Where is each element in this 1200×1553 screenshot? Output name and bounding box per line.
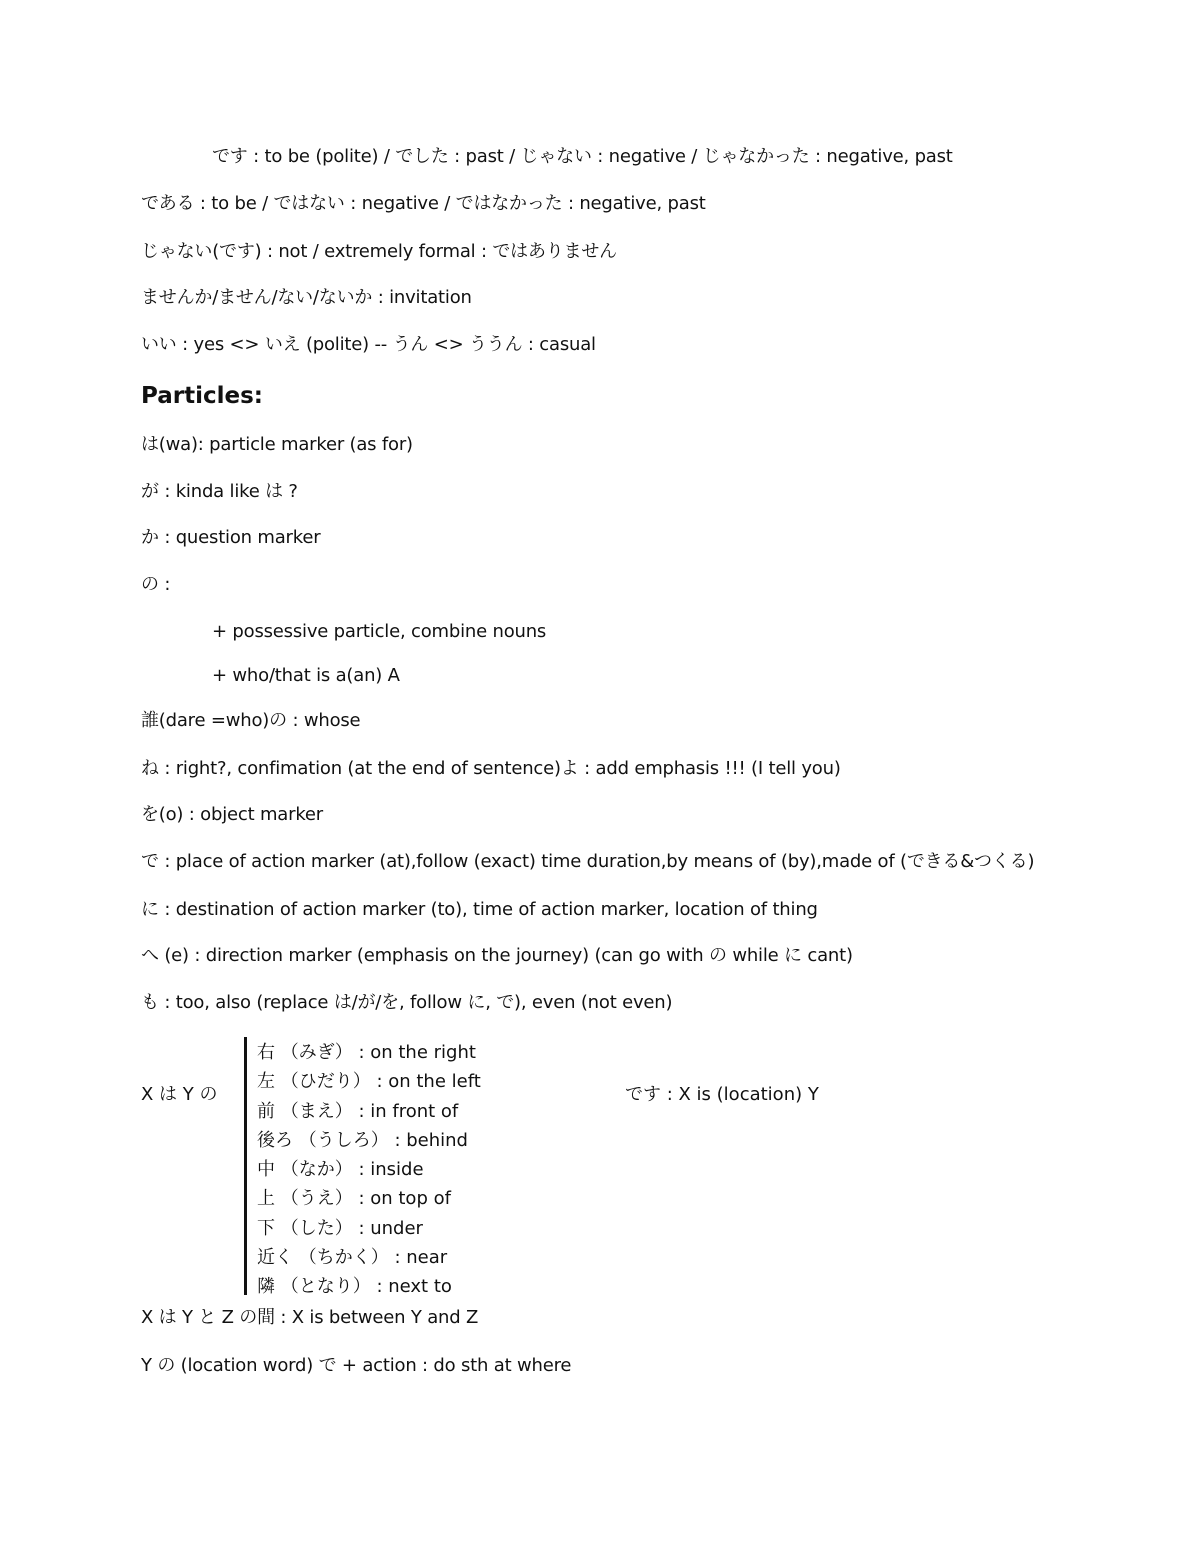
location-word: 隣 （となり） : next to bbox=[257, 1276, 452, 1298]
line-invitation: ませんか/ません/ない/ないか : invitation bbox=[141, 287, 472, 308]
particle-no-sub-1: + possessive particle, combine nouns bbox=[212, 621, 547, 642]
particles-heading: Particles: bbox=[141, 383, 263, 409]
line-desu: です : to be (polite) / でした : past / じゃない : negative / じゃなかった : negative, past bbox=[212, 146, 953, 167]
line-janai: じゃない(です) : not / extremely formal : ではありません bbox=[141, 241, 617, 262]
location-word: 左 （ひだり） : on the left bbox=[257, 1071, 481, 1093]
particle-ne-yo: ね : right?, confimation (at the end of sentence)よ : add emphasis !!! (I tell you) bbox=[141, 758, 841, 779]
particle-wo: を(o) : object marker bbox=[141, 804, 323, 825]
particle-wa: は(wa): particle marker (as for) bbox=[141, 434, 413, 455]
location-word: 近く （ちかく） : near bbox=[257, 1247, 448, 1269]
line-yes-no: いい : yes <> いえ (polite) -- うん <> ううん : casual bbox=[141, 334, 596, 355]
location-word: 中 （なか） : inside bbox=[257, 1159, 424, 1181]
particle-mo: も : too, also (replace は/が/を, follow に, で), even (not even) bbox=[141, 992, 673, 1013]
particle-whose: 誰(dare =who)の : whose bbox=[141, 710, 361, 731]
particle-ga: が : kinda like は ? bbox=[141, 481, 298, 502]
location-word-list bbox=[257, 1038, 481, 1302]
location-suffix: です : X is (location) Y bbox=[625, 1084, 819, 1105]
location-prefix: X は Y の bbox=[141, 1084, 218, 1105]
location-word: 右 （みぎ） : on the right bbox=[257, 1042, 476, 1063]
particle-ni: に : destination of action marker (to), time of action marker, location of thing bbox=[141, 899, 818, 920]
particle-he: へ (e) : direction marker (emphasis on the journey) (can go with の while に cant) bbox=[141, 945, 853, 966]
line-action-at: Y の (location word) で + action : do sth at where bbox=[141, 1355, 572, 1376]
particle-ka: か : question marker bbox=[141, 527, 321, 548]
location-word: 前 （まえ） : in front of bbox=[257, 1100, 459, 1122]
particle-de: で : place of action marker (at),follow (exact) time duration,by means of (by),made of (できる&つくる) bbox=[141, 851, 1035, 872]
line-between: X は Y と Z の間 : X is between Y and Z bbox=[141, 1307, 479, 1328]
line-dearu: である : to be / ではない : negative / ではなかった : negative, past bbox=[141, 193, 706, 214]
location-word: 下 （した） : under bbox=[257, 1217, 423, 1239]
particle-no-sub-2: + who/that is a(an) A bbox=[212, 665, 400, 686]
location-bracket bbox=[244, 1037, 247, 1295]
particle-no: の : bbox=[141, 574, 171, 595]
location-word: 上 （うえ） : on top of bbox=[257, 1188, 451, 1210]
location-word: 後ろ （うしろ） : behind bbox=[257, 1129, 468, 1151]
